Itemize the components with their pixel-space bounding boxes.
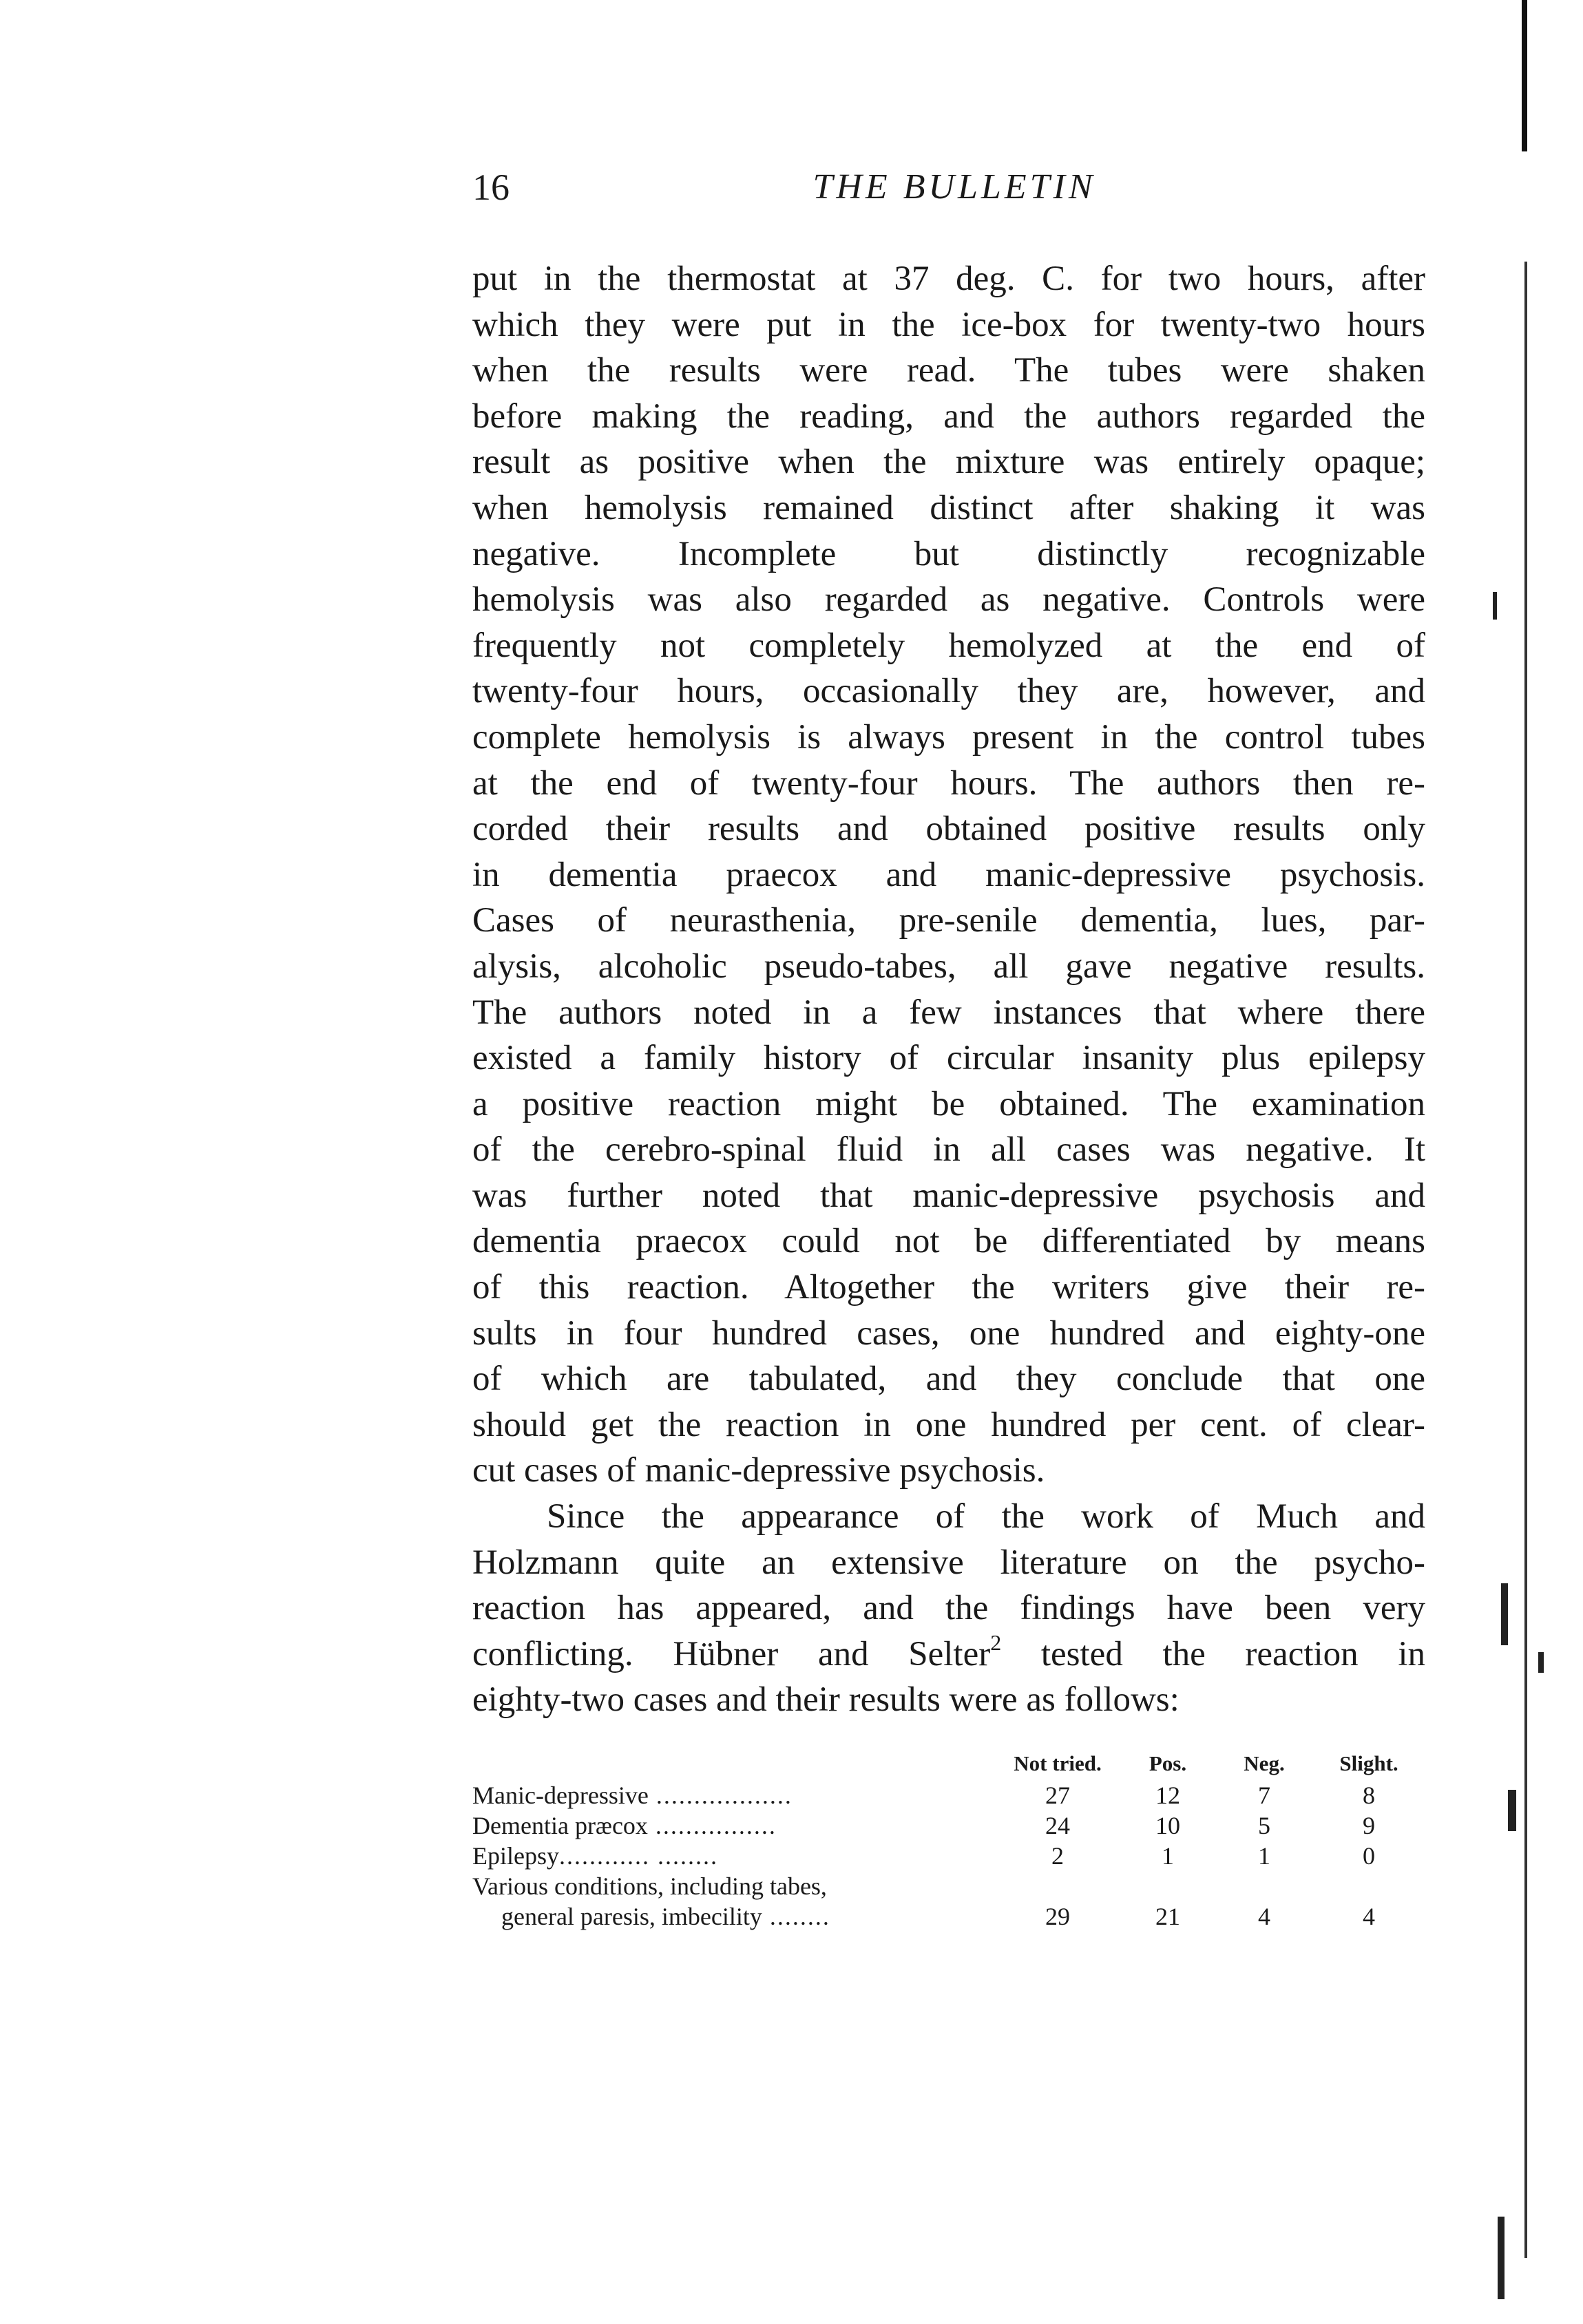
row-label	[472, 1901, 996, 1932]
row-label	[472, 1780, 996, 1810]
table-cell: 9	[1363, 1812, 1375, 1839]
text-line: frequently not completely hemolyzed at the end of	[472, 626, 1425, 665]
table-cell: 5	[1258, 1812, 1270, 1839]
table-header: Neg.	[1244, 1751, 1285, 1775]
footnote-ref[interactable]: 2	[990, 1629, 1002, 1655]
text-line: reaction has appeared, and the findings have been very	[472, 1589, 1425, 1628]
table-cell: 12	[1155, 1782, 1180, 1809]
scan-edge-shadow	[1524, 262, 1527, 2258]
scan-speck	[1498, 2217, 1505, 2299]
text-line: at the end of twenty-four hours. The authors then re-	[472, 763, 1425, 803]
text-line: existed a family history of circular insanity plus epilepsy	[472, 1039, 1425, 1078]
text-line: hemolysis was also regarded as negative. Controls were	[472, 580, 1425, 620]
text-line: The authors noted in a few instances that where there	[472, 993, 1425, 1032]
scan-speck	[1501, 1583, 1508, 1645]
text-line: dementia praecox could not be differentiated by means	[472, 1222, 1425, 1261]
text-segment: conflicting. Hübner and Selter	[472, 1634, 991, 1673]
scan-speck	[1538, 1652, 1544, 1673]
leader-dots: ..................	[648, 1782, 793, 1809]
text-line: sults in four hundred cases, one hundred and eighty-one	[472, 1313, 1425, 1353]
leader-dots: ................	[647, 1812, 777, 1839]
scan-speck	[1493, 592, 1497, 620]
page-number: 16	[472, 167, 510, 208]
table-header	[472, 1749, 996, 1780]
body-text	[472, 256, 1425, 1723]
text-line: of which are tabulated, and they conclude that one	[472, 1360, 1425, 1399]
table-header: Not tried.	[1014, 1751, 1102, 1775]
row-label-text: Epilepsy	[472, 1842, 559, 1870]
table-row	[472, 1810, 1425, 1841]
text-line: of the cerebro-spinal fluid in all cases was negative. It	[472, 1130, 1425, 1170]
table-cell: 4	[1258, 1903, 1270, 1930]
table-row	[472, 1841, 1425, 1871]
scan-edge-shadow	[1522, 0, 1527, 151]
text-line: before making the reading, and the authors regarded the	[472, 397, 1425, 436]
running-head	[472, 160, 1423, 215]
running-title: THE BULLETIN	[813, 167, 1096, 207]
table-cell: 29	[1045, 1903, 1070, 1930]
text-line: Cases of neurasthenia, pre-senile dementia, lues, par-	[472, 901, 1425, 940]
text-line: in dementia praecox and manic-depressive psychosis.	[472, 855, 1425, 894]
text-line: Holzmann quite an extensive literature on the psycho-	[472, 1543, 1425, 1582]
text-line: when hemolysis remained distinct after shaking it was	[472, 488, 1425, 527]
table-row	[472, 1901, 1425, 1932]
table-cell: 8	[1363, 1782, 1375, 1809]
text-line: which they were put in the ice-box for twenty-two hours	[472, 305, 1425, 344]
table-row	[472, 1780, 1425, 1810]
text-line: eighty-two cases and their results were as follows:	[472, 1680, 1180, 1720]
row-label-text: Dementia præcox	[472, 1812, 648, 1839]
text-line: twenty-four hours, occasionally they are, however, and	[472, 672, 1425, 711]
table-header: Pos.	[1149, 1751, 1187, 1775]
text-line: complete hemolysis is always present in the control tubes	[472, 717, 1425, 757]
leader-dots: ............ ........	[558, 1842, 718, 1870]
table-cell: 0	[1363, 1842, 1375, 1870]
table-cell: 1	[1162, 1842, 1174, 1870]
results-table	[472, 1749, 1425, 1932]
table-cell: 7	[1258, 1782, 1270, 1809]
leader-dots: ........	[762, 1903, 830, 1930]
text-line: alysis, alcoholic pseudo-tabes, all gave negative results.	[472, 947, 1425, 986]
text-line: should get the reaction in one hundred per cent. of clear-	[472, 1405, 1425, 1444]
row-label	[472, 1841, 996, 1871]
table-cell: 27	[1045, 1782, 1070, 1809]
text-line-with-footnote	[472, 1631, 1425, 1678]
text-line: Since the appearance of the work of Much and	[547, 1497, 1425, 1536]
table-cell: 1	[1258, 1842, 1270, 1870]
table-cell: 10	[1155, 1812, 1180, 1839]
text-line: put in the thermostat at 37 deg. C. for two hours, after	[472, 260, 1425, 298]
table-header-row	[472, 1749, 1425, 1780]
table-row	[472, 1871, 1425, 1901]
table-cell: 2	[1051, 1842, 1064, 1870]
row-label	[472, 1810, 996, 1841]
row-label-text: general paresis, imbecility	[501, 1903, 762, 1930]
text-line: a positive reaction might be obtained. The examination	[472, 1084, 1425, 1123]
text-line: corded their results and obtained positive results only	[472, 810, 1425, 849]
table-cell: 4	[1363, 1903, 1375, 1930]
table-cell: 24	[1045, 1812, 1070, 1839]
text-line: cut cases of manic-depressive psychosis.	[472, 1451, 1045, 1490]
text-line: of this reaction. Altogether the writers give their re-	[472, 1268, 1425, 1307]
text-line: was further noted that manic-depressive psychosis and	[472, 1176, 1425, 1215]
row-label: Various conditions, including tabes,	[472, 1872, 827, 1900]
text-line: negative. Incomplete but distinctly recognizable	[472, 534, 1425, 573]
text-line: result as positive when the mixture was entirely opaque;	[472, 443, 1425, 482]
text-segment: tested the reaction in	[1001, 1634, 1425, 1673]
scan-speck	[1508, 1790, 1516, 1831]
table-cell: 21	[1155, 1903, 1180, 1930]
row-label-text: Manic-depressive	[472, 1782, 649, 1809]
table-header: Slight.	[1339, 1751, 1398, 1775]
text-line: when the results were read. The tubes were shaken	[472, 351, 1425, 390]
